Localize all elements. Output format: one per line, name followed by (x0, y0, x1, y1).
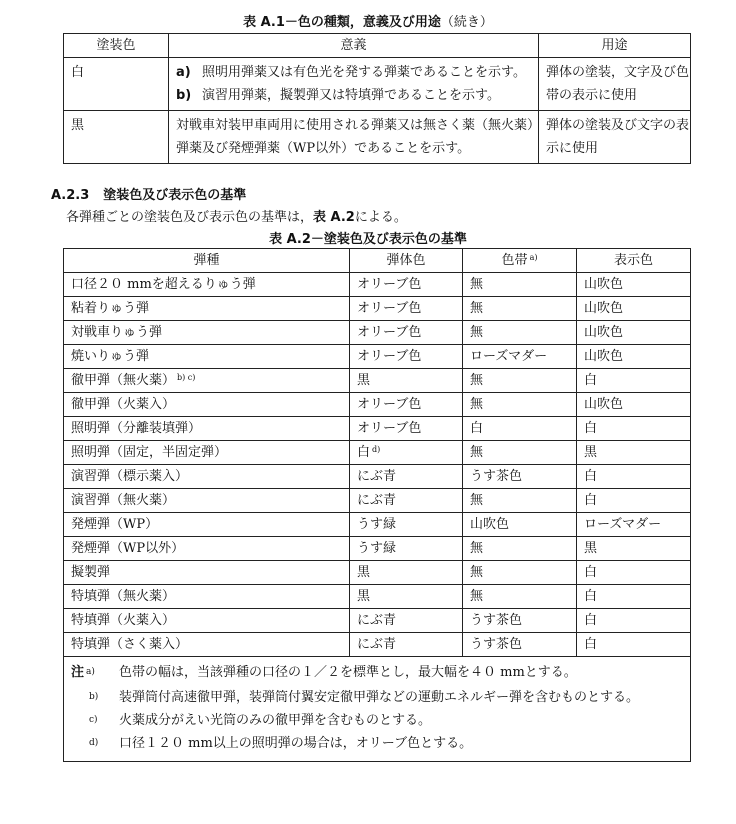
display-color-cell-text: 白 (584, 421, 598, 436)
ammo-type-cell (64, 585, 350, 609)
color-band-cell-text: 無 (470, 277, 484, 292)
display-color-cell-text: 山吹色 (584, 277, 624, 292)
color-band-cell (463, 417, 577, 441)
color-band-cell-text: 無 (470, 301, 484, 316)
display-color-cell (577, 297, 691, 321)
body-color-cell-text: オリーブ色 (357, 397, 422, 412)
display-color-cell-text: 白 (584, 637, 598, 652)
table-reference-link: 表 A.2 (313, 210, 355, 225)
section-heading (51, 184, 246, 203)
meaning-item (176, 61, 538, 84)
body-color-cell (350, 345, 463, 369)
ammo-type-cell (64, 465, 350, 489)
body-color-cell (350, 417, 463, 441)
footnote-text: 色帯の幅は，当該弾種の口径の１／２を標準とし，最大幅を４０ mmとする。 (119, 665, 577, 680)
footnote-mark: d) (372, 445, 381, 454)
usage-cell: 弾体の塗装及び文字の表示に使用 (539, 111, 691, 164)
paint-color-cell: 黒 (64, 111, 169, 164)
footnote-mark: b) c) (177, 373, 196, 382)
color-band-cell-text: うす茶色 (470, 637, 523, 652)
display-color-cell (577, 489, 691, 513)
color-band-cell (463, 273, 577, 297)
table-a2-header: 表示色 (577, 249, 691, 273)
display-color-cell-text: 白 (584, 589, 598, 604)
display-color-cell (577, 633, 691, 657)
color-band-cell (463, 513, 577, 537)
color-band-cell-text: 無 (470, 541, 484, 556)
ammo-type-cell (64, 441, 350, 465)
table-row (64, 537, 691, 561)
display-color-cell (577, 441, 691, 465)
color-band-cell (463, 633, 577, 657)
table-row (64, 321, 691, 345)
color-band-cell-text: 無 (470, 493, 484, 508)
section-text-after: による。 (354, 210, 407, 225)
footnote (71, 732, 682, 755)
ammo-type-cell (64, 489, 350, 513)
meaning-item-text: 照明用弾薬又は有色光を発する弾薬であることを示す。 (202, 65, 526, 80)
body-color-cell (350, 537, 463, 561)
color-band-cell (463, 369, 577, 393)
footnote-mark: a) (86, 667, 95, 677)
display-color-cell-text: 白 (584, 493, 598, 508)
color-band-cell (463, 393, 577, 417)
ammo-type-cell-text: 照明弾（分離装填弾） (71, 421, 202, 436)
table-row (64, 561, 691, 585)
footnote (71, 661, 682, 686)
color-band-cell (463, 609, 577, 633)
ammo-type-cell-text: 徹甲弾（無火薬） (71, 373, 176, 388)
display-color-cell-text: 山吹色 (584, 349, 624, 364)
body-color-cell-text: うす緑 (357, 541, 397, 556)
table1-caption (0, 11, 736, 30)
table-a2-header-row (64, 249, 691, 273)
color-band-cell (463, 489, 577, 513)
display-color-cell-text: 山吹色 (584, 301, 624, 316)
display-color-cell-text: 山吹色 (584, 397, 624, 412)
ammo-type-cell-text: 演習弾（無火薬） (71, 493, 176, 508)
display-color-cell (577, 537, 691, 561)
ammo-type-cell-text: 照明弾（固定，半固定弾） (71, 445, 228, 460)
table-a2-header: 弾体色 (350, 249, 463, 273)
table-a2-header (463, 249, 577, 273)
table-row (64, 585, 691, 609)
color-band-cell (463, 465, 577, 489)
table-a2-header-text: 色帯 (501, 253, 528, 268)
color-band-cell-text: 無 (470, 589, 484, 604)
body-color-cell (350, 273, 463, 297)
display-color-cell-text: 山吹色 (584, 325, 624, 340)
color-band-cell (463, 585, 577, 609)
section-text-before: 各弾種ごとの塗装色及び表示色の基準は， (66, 210, 314, 225)
display-color-cell-text: 白 (584, 565, 598, 580)
body-color-cell-text: にぶ青 (357, 637, 397, 652)
display-color-cell-text: 白 (584, 469, 598, 484)
color-band-cell-text: 無 (470, 325, 484, 340)
color-band-cell-text: うす茶色 (470, 613, 523, 628)
display-color-cell-text: 白 (584, 373, 598, 388)
footnote (71, 709, 682, 732)
meaning-item-label: b) (176, 88, 192, 103)
display-color-cell (577, 417, 691, 441)
ammo-type-cell-text: 焼いりゅう弾 (71, 349, 150, 364)
notes-heading: 注 (71, 665, 85, 680)
body-color-cell-text: オリーブ色 (357, 301, 422, 316)
display-color-cell-text: 黒 (584, 541, 598, 556)
display-color-cell (577, 465, 691, 489)
table-a1-row (64, 58, 691, 111)
display-color-cell-text: 白 (584, 613, 598, 628)
body-color-cell-text: にぶ青 (357, 493, 397, 508)
table-row (64, 345, 691, 369)
color-band-cell (463, 297, 577, 321)
color-band-cell (463, 441, 577, 465)
ammo-type-cell-text: 擬製弾 (71, 565, 111, 580)
display-color-cell-text: ローズマダー (584, 517, 662, 532)
display-color-cell-text: 黒 (584, 445, 598, 460)
body-color-cell (350, 321, 463, 345)
ammo-type-cell-text: 徹甲弾（火薬入） (71, 397, 176, 412)
footnote-label (71, 732, 119, 755)
color-band-cell-text: 無 (470, 373, 484, 388)
table1-caption-title: 表 A.1－色の種類，意義及び用途 (243, 15, 441, 30)
ammo-type-cell (64, 633, 350, 657)
ammo-type-cell (64, 609, 350, 633)
notes-cell (64, 657, 691, 762)
body-color-cell-text: にぶ青 (357, 469, 397, 484)
ammo-type-cell-text: 演習弾（標示薬入） (71, 469, 189, 484)
table-row (64, 513, 691, 537)
meaning-cell (169, 58, 539, 111)
section-title: 塗装色及び表示色の基準 (103, 188, 247, 203)
table-row (64, 417, 691, 441)
ammo-type-cell-text: 口径２０ mmを超えるりゅう弾 (71, 277, 256, 292)
table-a1-row (64, 111, 691, 164)
display-color-cell (577, 393, 691, 417)
body-color-cell-text: オリーブ色 (357, 349, 422, 364)
table-a2-notes-row (64, 657, 691, 762)
table-a2 (63, 248, 691, 762)
ammo-type-cell (64, 369, 350, 393)
body-color-cell (350, 369, 463, 393)
color-band-cell (463, 345, 577, 369)
color-band-cell-text: 無 (470, 445, 484, 460)
body-color-cell (350, 513, 463, 537)
ammo-type-cell (64, 537, 350, 561)
body-color-cell (350, 297, 463, 321)
table-row (64, 297, 691, 321)
color-band-cell (463, 321, 577, 345)
ammo-type-cell (64, 561, 350, 585)
ammo-type-cell-text: 特填弾（さく薬入） (71, 637, 189, 652)
ammo-type-cell-text: 発煙弾（WP） (71, 517, 159, 532)
table-a2-body (64, 273, 691, 657)
ammo-type-cell-text: 粘着りゅう弾 (71, 301, 150, 316)
ammo-type-cell (64, 393, 350, 417)
body-color-cell-text: 黒 (357, 373, 371, 388)
table-row (64, 441, 691, 465)
table-row (64, 633, 691, 657)
display-color-cell (577, 609, 691, 633)
footnote-text: 装弾筒付高速徹甲弾，装弾筒付翼安定徹甲弾などの運動エネルギー弾を含むものとする。 (119, 690, 640, 705)
table-row (64, 465, 691, 489)
footnote-text: 火薬成分がえい光筒のみの徹甲弾を含むものとする。 (119, 713, 432, 728)
ammo-type-cell (64, 345, 350, 369)
table-row (64, 489, 691, 513)
ammo-type-cell-text: 発煙弾（WP以外） (71, 541, 185, 556)
section-number: A.2.3 (51, 188, 90, 203)
body-color-cell (350, 489, 463, 513)
table1-caption-suffix: （続き） (440, 15, 493, 30)
footnote (71, 686, 682, 709)
table-a1-header: 意義 (169, 34, 539, 58)
usage-cell: 弾体の塗装，文字及び色帯の表示に使用 (539, 58, 691, 111)
display-color-cell (577, 513, 691, 537)
display-color-cell (577, 345, 691, 369)
table-row (64, 369, 691, 393)
footnote-label (71, 709, 119, 732)
body-color-cell (350, 465, 463, 489)
display-color-cell (577, 561, 691, 585)
table-row (64, 393, 691, 417)
ammo-type-cell-text: 特填弾（火薬入） (71, 613, 176, 628)
color-band-cell-text: ローズマダー (470, 349, 548, 364)
body-color-cell-text: うす緑 (357, 517, 397, 532)
color-band-cell-text: 白 (470, 421, 484, 436)
body-color-cell (350, 441, 463, 465)
body-color-cell-text: オリーブ色 (357, 421, 422, 436)
footnote-mark: d) (89, 738, 99, 748)
body-color-cell (350, 633, 463, 657)
meaning-item (176, 84, 538, 107)
body-color-cell-text: にぶ青 (357, 613, 397, 628)
table-a2-header: 弾種 (64, 249, 350, 273)
table-a1-header-row (64, 34, 691, 58)
body-color-cell (350, 393, 463, 417)
body-color-cell-text: オリーブ色 (357, 325, 422, 340)
footnote-mark: b) (89, 692, 99, 702)
color-band-cell-text: うす茶色 (470, 469, 523, 484)
table-a1-header: 塗装色 (64, 34, 169, 58)
body-color-cell-text: 黒 (357, 565, 371, 580)
meaning-cell: 対戦車対装甲車両用に使用される弾薬又は無さく薬（無火薬）弾薬及び発煙弾薬（WP以外）であることを示す。 (169, 111, 539, 164)
ammo-type-cell-text: 対戦車りゅう弾 (71, 325, 163, 340)
section-body-text (66, 206, 407, 225)
footnote-mark: c) (89, 715, 98, 725)
body-color-cell (350, 561, 463, 585)
color-band-cell-text: 無 (470, 397, 484, 412)
display-color-cell (577, 585, 691, 609)
table-row (64, 609, 691, 633)
ammo-type-cell (64, 273, 350, 297)
meaning-item-label: a) (176, 65, 191, 80)
ammo-type-cell (64, 297, 350, 321)
meaning-item-text: 演習用弾薬，擬製弾又は特填弾であることを示す。 (202, 88, 500, 103)
color-band-cell-text: 無 (470, 565, 484, 580)
body-color-cell-text: オリーブ色 (357, 277, 422, 292)
ammo-type-cell-text: 特填弾（無火薬） (71, 589, 176, 604)
footnote-label (71, 686, 119, 709)
footnote-text: 口径１２０ mm以上の照明弾の場合は，オリーブ色とする。 (119, 736, 473, 751)
table2-caption: 表 A.2－塗装色及び表示色の基準 (269, 232, 467, 247)
color-band-cell (463, 537, 577, 561)
table-row (64, 273, 691, 297)
footnote-label (71, 661, 119, 686)
color-band-cell (463, 561, 577, 585)
body-color-cell (350, 609, 463, 633)
paint-color-cell: 白 (64, 58, 169, 111)
ammo-type-cell (64, 513, 350, 537)
display-color-cell (577, 273, 691, 297)
body-color-cell-text: 白 (357, 445, 371, 460)
table-a1-header: 用途 (539, 34, 691, 58)
ammo-type-cell (64, 321, 350, 345)
header-footnote-mark: a) (529, 253, 538, 262)
color-band-cell-text: 山吹色 (470, 517, 510, 532)
display-color-cell (577, 321, 691, 345)
body-color-cell-text: 黒 (357, 589, 371, 604)
body-color-cell (350, 585, 463, 609)
table-a1 (63, 33, 691, 164)
display-color-cell (577, 369, 691, 393)
ammo-type-cell (64, 417, 350, 441)
